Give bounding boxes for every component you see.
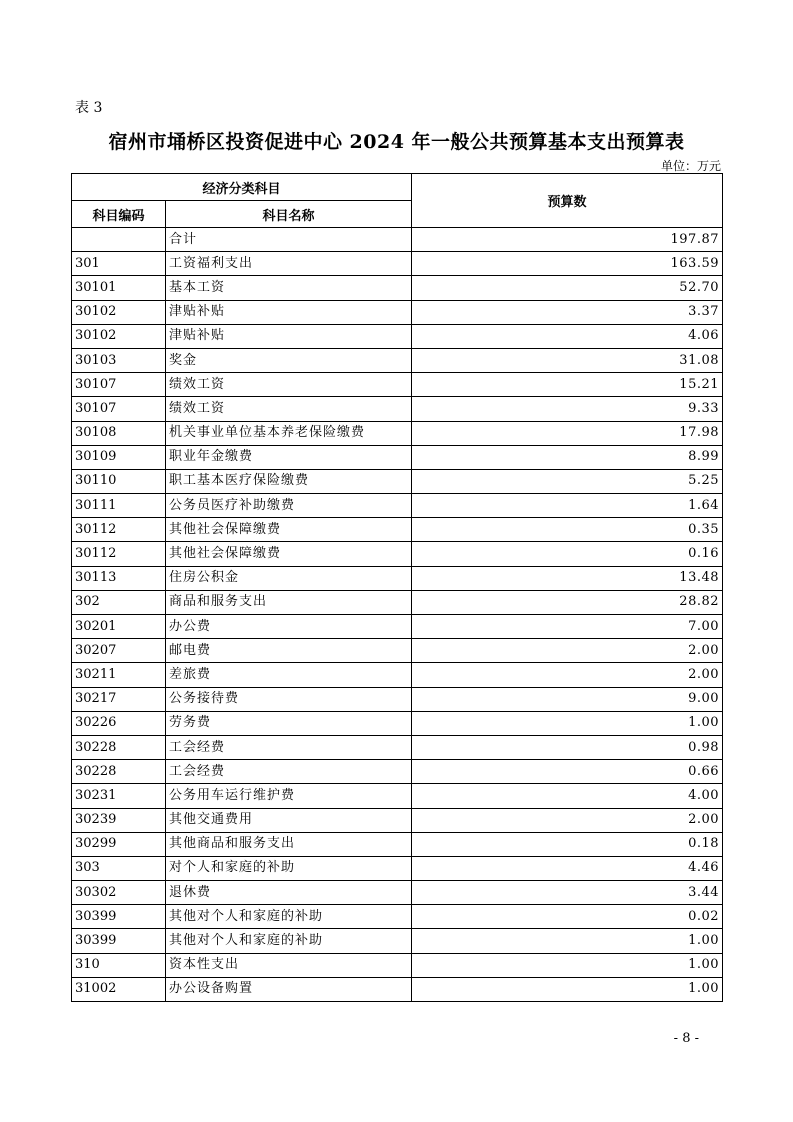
amt-cell: 1.00 (412, 953, 723, 977)
name-cell: 职工基本医疗保险缴费 (166, 469, 412, 493)
amt-cell: 0.35 (412, 518, 723, 542)
code-cell: 30110 (72, 469, 166, 493)
name-cell: 公务用车运行维护费 (166, 784, 412, 808)
table-row (72, 687, 723, 711)
name-cell: 其他社会保障缴费 (166, 518, 412, 542)
code-cell: 301 (72, 252, 166, 276)
name-cell: 其他交通费用 (166, 808, 412, 832)
name-cell: 合计 (166, 228, 412, 252)
name-cell: 津贴补贴 (166, 300, 412, 324)
name-cell: 退休费 (166, 881, 412, 905)
amt-cell: 197.87 (412, 228, 723, 252)
table-row (72, 252, 723, 276)
amt-cell: 163.59 (412, 252, 723, 276)
name-cell: 资本性支出 (166, 953, 412, 977)
amt-cell: 52.70 (412, 276, 723, 300)
code-cell: 30299 (72, 832, 166, 856)
code-cell: 30107 (72, 373, 166, 397)
amt-cell: 3.44 (412, 881, 723, 905)
code-cell: 31002 (72, 977, 166, 1001)
table-row (72, 542, 723, 566)
code-cell: 30201 (72, 615, 166, 639)
table-row (72, 494, 723, 518)
group-header: 经济分类科目 (72, 174, 412, 201)
code-cell: 30101 (72, 276, 166, 300)
table-body (72, 228, 723, 1002)
amt-cell: 0.02 (412, 905, 723, 929)
amt-cell: 0.18 (412, 832, 723, 856)
name-cell: 商品和服务支出 (166, 590, 412, 614)
code-cell: 30399 (72, 929, 166, 953)
amt-cell: 17.98 (412, 421, 723, 445)
name-cell: 绩效工资 (166, 373, 412, 397)
amt-cell: 13.48 (412, 566, 723, 590)
code-cell: 30217 (72, 687, 166, 711)
amt-cell: 1.00 (412, 711, 723, 735)
table-row (72, 929, 723, 953)
amt-cell: 2.00 (412, 639, 723, 663)
amt-cell: 15.21 (412, 373, 723, 397)
code-cell: 30108 (72, 421, 166, 445)
table-row (72, 518, 723, 542)
amt-cell: 0.16 (412, 542, 723, 566)
code-cell: 310 (72, 953, 166, 977)
amt-cell: 1.00 (412, 977, 723, 1001)
code-cell: 30109 (72, 445, 166, 469)
code-cell: 30399 (72, 905, 166, 929)
table-row (72, 469, 723, 493)
code-cell: 30112 (72, 542, 166, 566)
table-row (72, 953, 723, 977)
name-cell: 其他社会保障缴费 (166, 542, 412, 566)
name-cell: 基本工资 (166, 276, 412, 300)
name-cell: 其他对个人和家庭的补助 (166, 929, 412, 953)
name-cell: 绩效工资 (166, 397, 412, 421)
code-cell: 30231 (72, 784, 166, 808)
amt-cell: 7.00 (412, 615, 723, 639)
table-row (72, 615, 723, 639)
table-row (72, 808, 723, 832)
table-row (72, 373, 723, 397)
code-cell: 30228 (72, 735, 166, 759)
table-row (72, 348, 723, 372)
amt-cell: 1.00 (412, 929, 723, 953)
amt-cell: 3.37 (412, 300, 723, 324)
code-cell: 30239 (72, 808, 166, 832)
code-cell: 30228 (72, 760, 166, 784)
name-cell: 工资福利支出 (166, 252, 412, 276)
code-cell: 303 (72, 856, 166, 880)
table-row (72, 663, 723, 687)
amount-header: 预算数 (412, 174, 723, 228)
name-cell: 职业年金缴费 (166, 445, 412, 469)
table-header (72, 174, 723, 228)
code-cell: 30102 (72, 324, 166, 348)
table-row (72, 735, 723, 759)
name-cell: 对个人和家庭的补助 (166, 856, 412, 880)
name-cell: 邮电费 (166, 639, 412, 663)
table-row (72, 228, 723, 252)
amt-cell: 8.99 (412, 445, 723, 469)
name-cell: 差旅费 (166, 663, 412, 687)
table-row (72, 881, 723, 905)
table-row (72, 832, 723, 856)
code-cell: 30211 (72, 663, 166, 687)
name-cell: 工会经费 (166, 735, 412, 759)
name-cell: 津贴补贴 (166, 324, 412, 348)
code-cell: 302 (72, 590, 166, 614)
code-cell: 30226 (72, 711, 166, 735)
amt-cell: 0.66 (412, 760, 723, 784)
code-cell (72, 228, 166, 252)
amt-cell: 4.06 (412, 324, 723, 348)
amt-cell: 0.98 (412, 735, 723, 759)
amt-cell: 4.46 (412, 856, 723, 880)
name-cell: 公务员医疗补助缴费 (166, 494, 412, 518)
code-cell: 30107 (72, 397, 166, 421)
unit-note: 单位：万元 (660, 159, 721, 173)
table-row (72, 324, 723, 348)
amt-cell: 9.00 (412, 687, 723, 711)
name-cell: 奖金 (166, 348, 412, 372)
name-cell: 办公费 (166, 615, 412, 639)
code-cell: 30113 (72, 566, 166, 590)
table-row (72, 397, 723, 421)
amt-cell: 9.33 (412, 397, 723, 421)
table-row (72, 711, 723, 735)
table-row (72, 760, 723, 784)
amt-cell: 4.00 (412, 784, 723, 808)
amt-cell: 28.82 (412, 590, 723, 614)
table-row (72, 856, 723, 880)
code-cell: 30302 (72, 881, 166, 905)
table-row (72, 300, 723, 324)
table-label: 表 3 (75, 100, 103, 116)
code-cell: 30112 (72, 518, 166, 542)
table-row (72, 784, 723, 808)
amt-cell: 31.08 (412, 348, 723, 372)
amt-cell: 2.00 (412, 663, 723, 687)
amt-cell: 1.64 (412, 494, 723, 518)
table-row (72, 639, 723, 663)
code-header: 科目编码 (72, 201, 166, 228)
page-title: 宿州市埇桥区投资促进中心 2024 年一般公共预算基本支出预算表 (108, 131, 685, 153)
name-cell: 工会经费 (166, 760, 412, 784)
code-cell: 30102 (72, 300, 166, 324)
amt-cell: 5.25 (412, 469, 723, 493)
code-cell: 30111 (72, 494, 166, 518)
table-row (72, 566, 723, 590)
code-cell: 30103 (72, 348, 166, 372)
name-cell: 办公设备购置 (166, 977, 412, 1001)
code-cell: 30207 (72, 639, 166, 663)
name-cell: 住房公积金 (166, 566, 412, 590)
name-cell: 其他商品和服务支出 (166, 832, 412, 856)
name-cell: 劳务费 (166, 711, 412, 735)
amt-cell: 2.00 (412, 808, 723, 832)
name-cell: 公务接待费 (166, 687, 412, 711)
table-row (72, 590, 723, 614)
name-cell: 其他对个人和家庭的补助 (166, 905, 412, 929)
budget-table (71, 173, 723, 1002)
table-row (72, 977, 723, 1001)
table-row (72, 421, 723, 445)
table-row (72, 445, 723, 469)
table-row (72, 276, 723, 300)
name-cell: 机关事业单位基本养老保险缴费 (166, 421, 412, 445)
table-row (72, 905, 723, 929)
page-number: - 8 - (673, 1031, 699, 1046)
name-header: 科目名称 (166, 201, 412, 228)
